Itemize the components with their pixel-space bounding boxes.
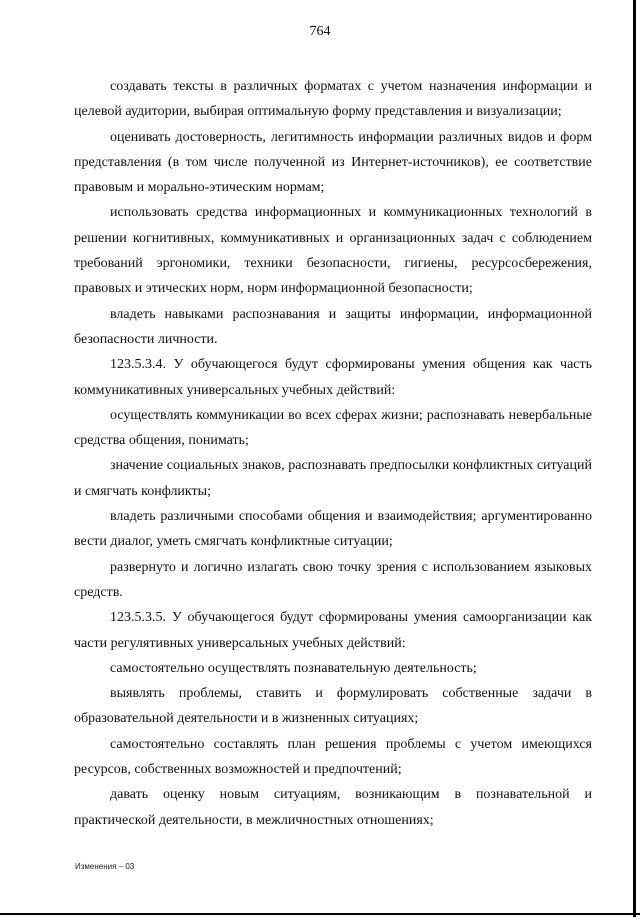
scan-border-right: [633, 0, 636, 917]
page-number: 764: [309, 24, 331, 39]
paragraph: значение социальных знаков, распознавать предпосылки конфликтных ситуаций и смягчать конфликты;: [74, 458, 592, 499]
paragraph: владеть навыками распознавания и защиты информации, информационной безопасности личности.: [74, 306, 592, 347]
paragraph: самостоятельно осуществлять познавательную деятельность;: [110, 660, 477, 676]
paragraph: развернуто и логично излагать свою точку зрения с использованием языковых средств.: [74, 559, 592, 600]
paragraph: 123.5.3.4. У обучающегося будут сформированы умения общения как часть коммуникативных универсальных учебных действий:: [74, 357, 592, 398]
paragraph: использовать средства информационных и коммуникационных технологий в решении когнитивных, коммуникативных и организационных задач с соблюдением требований эргономики, техники безопасности, гигиены, ресурсосбережения, правовых и этических норм, норм информационной безопасности;: [74, 205, 592, 297]
paragraph: 123.5.3.5. У обучающегося будут сформированы умения самоорганизации как части регулятивных универсальных учебных действий:: [74, 610, 592, 651]
paragraph: владеть различными способами общения и взаимодействия; аргументированно вести диалог, уметь смягчать конфликтные ситуации;: [74, 509, 592, 550]
paragraph: самостоятельно составлять план решения проблемы с учетом имеющихся ресурсов, собственных возможностей и предпочтений;: [74, 736, 592, 778]
scan-border-bottom: [0, 913, 640, 915]
paragraph: осуществлять коммуникации во всех сферах жизни; распознавать невербальные средства общения, понимать;: [74, 407, 592, 449]
body-text: [74, 74, 592, 833]
paragraph: давать оценку новым ситуациям, возникающим в познавательной и практической деятельности, в межличностных отношениях;: [74, 787, 592, 828]
paragraph: оценивать достоверность, легитимность информации различных видов и форм представления (в том числе полученной из Интернет-источников), ее соответствие правовым и морально-этическим нормам;: [74, 129, 592, 196]
footer-revision: Изменения – 03: [75, 862, 135, 871]
paragraph: создавать тексты в различных форматах с учетом назначения информации и целевой аудитории, выбирая оптимальную форму представления и визуализации;: [74, 79, 592, 120]
paragraph: выявлять проблемы, ставить и формулировать собственные задачи в образовательной деятельности и в жизненных ситуациях;: [74, 686, 592, 727]
